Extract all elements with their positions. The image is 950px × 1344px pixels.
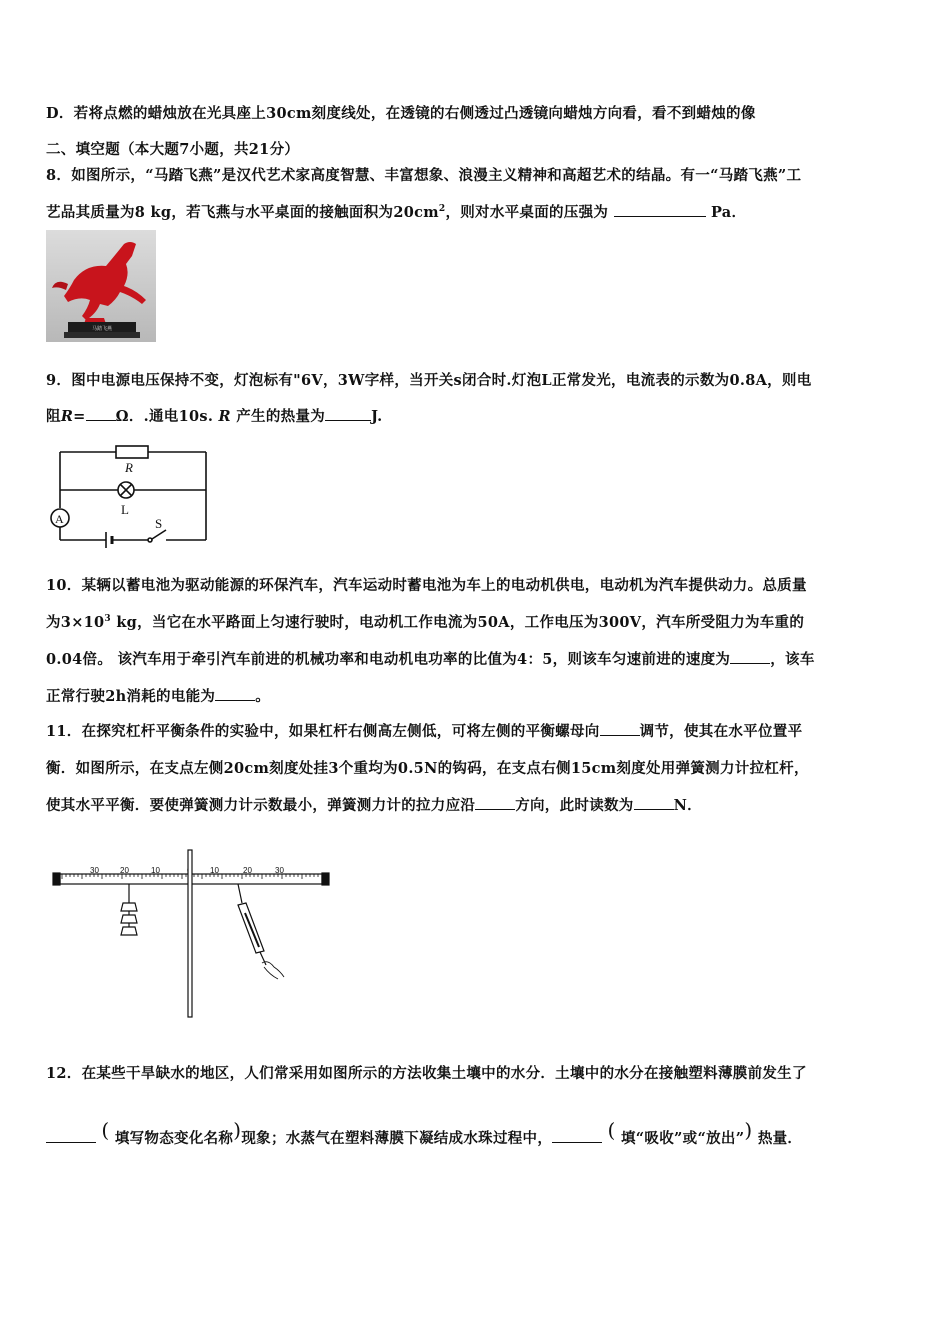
q9-text-b: Ω．.通电10s.: [115, 408, 214, 425]
q10-text-e: 正常行驶2h消耗的电能为: [46, 688, 216, 705]
q12-state-change-blank[interactable]: [46, 1129, 96, 1143]
q12-right-paren-1: ): [233, 1118, 242, 1142]
horse-caption: 马踏飞燕: [91, 326, 113, 332]
q12-text-a: 现象；水蒸气在塑料薄膜下凝结成水珠过程中，: [241, 1130, 553, 1147]
q12-hint-1: 填写物态变化名称: [114, 1130, 234, 1147]
q9-line2: [46, 405, 382, 426]
q12-line1: 12．在某些干旱缺水的地区，人们常采用如图所示的方法收集土壤中的水分．土壤中的水分在接触塑料薄膜前发生了: [46, 1065, 807, 1082]
tick-label-right-30: 30: [275, 866, 284, 875]
tick-label-right-20: 20: [243, 866, 252, 875]
bulb-label: L: [121, 502, 129, 517]
q10-line2: [46, 611, 804, 632]
q12-left-paren-2: (: [607, 1118, 616, 1142]
q9-text-a: 阻: [46, 408, 61, 425]
q10-line3: [46, 648, 815, 669]
q12-right-paren-2: ): [744, 1118, 753, 1142]
q12-text-b: 热量．: [757, 1130, 803, 1147]
q8-text-a: 艺品其质量为8 kg，若飞燕与水平桌面的接触面积为20cm: [46, 204, 439, 221]
resistor-label: R: [125, 460, 133, 475]
q10-text-a: 为3×10: [46, 614, 105, 631]
q11-direction-blank[interactable]: [600, 722, 640, 736]
q8-unit: Pa．: [710, 204, 747, 221]
circuit-diagram: [48, 440, 213, 552]
q10-speed-blank[interactable]: [730, 650, 770, 664]
option-d: D．若将点燃的蜡烛放在光具座上30cm刻度线处，在透镜的右侧透过凸透镜向蜡烛方向看，看不到蜡烛的像: [46, 105, 756, 122]
q8-answer-blank[interactable]: [614, 203, 706, 217]
lever-diagram: [50, 845, 335, 1023]
q8-sup: 2: [438, 204, 446, 215]
q9-r-symbol-2: R: [218, 408, 231, 425]
q11-reading-blank[interactable]: [634, 796, 674, 810]
q9-resistance-blank[interactable]: [86, 407, 116, 421]
q10-text-f: 。: [255, 688, 271, 705]
q12-line2: [46, 1118, 802, 1148]
q9-text-c: 产生的热量为: [236, 408, 326, 425]
q9-line1: 9．图中电源电压保持不变，灯泡标有"6V，3W字样，当开关s闭合时.灯泡L正常发光，电流表的示数为0.8A，则电: [46, 372, 812, 389]
q10-text-b: kg，当它在水平路面上匀速行驶时，电动机工作电流为50A，工作电压为300V，汽车所受阻力为车重的: [110, 614, 805, 631]
q9-heat-blank[interactable]: [325, 407, 371, 421]
q12-left-paren-1: (: [101, 1118, 110, 1142]
tick-label-left-20: 20: [120, 866, 129, 875]
q11-line3: [46, 794, 702, 815]
switch-label: S: [155, 516, 163, 531]
q9-unit: J.: [371, 408, 383, 425]
q10-line1: 10．某辆以蓄电池为驱动能源的环保汽车，汽车运动时蓄电池为车上的电动机供电，电动机为汽车提供动力。总质量: [46, 577, 807, 594]
q9-eq: =: [73, 408, 86, 425]
q8-line2: [46, 201, 746, 222]
q10-line4: [46, 685, 270, 706]
section-heading: 二、填空题（本大题7小题，共21分）: [46, 141, 300, 158]
horse-photo: [46, 230, 156, 342]
ammeter-label: A: [55, 512, 64, 526]
q11-unit: N．: [673, 797, 702, 814]
q11-text-d: 方向，此时读数为: [515, 797, 634, 814]
tick-label-left-30: 30: [90, 866, 99, 875]
q11-text-a: 11．在探究杠杆平衡条件的实验中，如果杠杆右侧高左侧低，可将左侧的平衡螺母向: [46, 723, 600, 740]
q10-sup: 3: [104, 614, 111, 625]
q8-line1: 8．如图所示，“马踏飞燕”是汉代艺术家高度智慧、丰富想象、浪漫主义精神和高超艺术的结晶。有一“马踏飞燕”工: [46, 167, 802, 184]
tick-label-left-10: 10: [151, 866, 160, 875]
tick-label-right-10: 10: [210, 866, 219, 875]
q9-r-symbol: R: [60, 408, 74, 425]
q11-pull-direction-blank[interactable]: [475, 796, 515, 810]
q10-text-d: ，该车: [770, 651, 815, 668]
q8-text-b: ，则对水平桌面的压强为: [445, 204, 609, 221]
q10-text-c: 0.04倍。 该汽车用于牵引汽车前进的机械功率和电动机电功率的比值为4：5，则该车匀速前进的速度为: [46, 651, 731, 668]
q11-line1: [46, 720, 802, 741]
q12-hint-2: 填“吸收”或“放出”: [620, 1130, 745, 1147]
q11-line2: 衡．如图所示，在支点左侧20cm刻度处挂3个重均为0.5N的钩码，在支点右侧15cm刻度处用弹簧测力计拉杠杆，: [46, 760, 809, 777]
q12-heat-blank[interactable]: [552, 1129, 602, 1143]
q11-text-c: 使其水平平衡．要使弹簧测力计示数最小，弹簧测力计的拉力应沿: [46, 797, 476, 814]
q10-energy-blank[interactable]: [215, 687, 255, 701]
q11-text-b: 调节，使其在水平位置平: [639, 723, 803, 740]
